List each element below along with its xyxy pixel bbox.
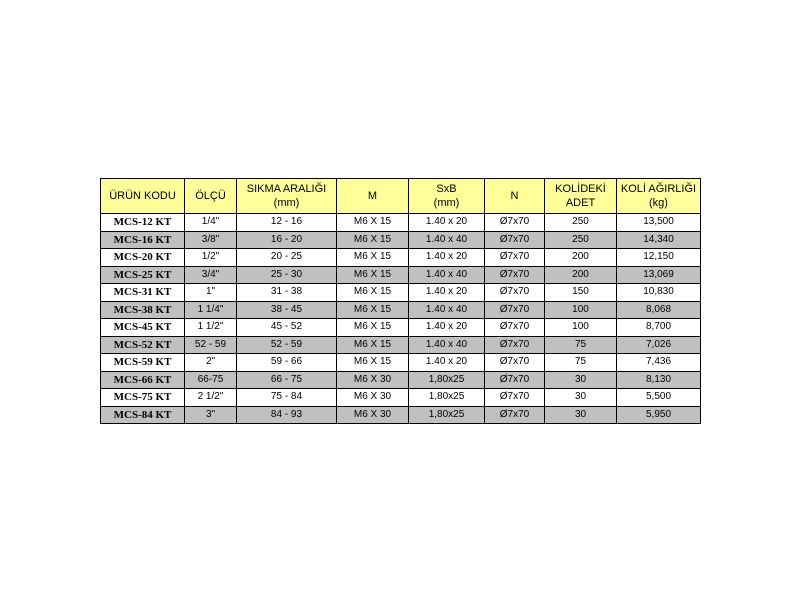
cell-clamping-range: 75 - 84 <box>237 389 337 407</box>
cell-sxb: 1,80x25 <box>409 406 485 424</box>
cell-product-code: MCS-16 KT <box>101 231 185 249</box>
header-sikma-araligi <box>237 179 337 214</box>
cell-box-weight: 8,068 <box>617 301 701 319</box>
cell-size: 1 1/2" <box>185 319 237 337</box>
table-row <box>101 231 701 249</box>
cell-product-code: MCS-45 KT <box>101 319 185 337</box>
cell-box-quantity: 75 <box>545 354 617 372</box>
cell-box-weight: 13,500 <box>617 214 701 232</box>
header-unit: (mm) <box>433 197 460 209</box>
cell-box-weight: 5,500 <box>617 389 701 407</box>
cell-product-code: MCS-84 KT <box>101 406 185 424</box>
table-row <box>101 214 701 232</box>
cell-clamping-range: 52 - 59 <box>237 336 337 354</box>
cell-box-quantity: 150 <box>545 284 617 302</box>
cell-sxb: 1.40 x 20 <box>409 354 485 372</box>
cell-sxb: 1.40 x 20 <box>409 319 485 337</box>
cell-box-weight: 8,130 <box>617 371 701 389</box>
table-row <box>101 389 701 407</box>
cell-n: Ø7x70 <box>485 266 545 284</box>
cell-product-code: MCS-75 KT <box>101 389 185 407</box>
cell-clamping-range: 25 - 30 <box>237 266 337 284</box>
cell-product-code: MCS-20 KT <box>101 249 185 267</box>
cell-n: Ø7x70 <box>485 249 545 267</box>
table-row <box>101 301 701 319</box>
cell-size: 52 - 59 <box>185 336 237 354</box>
cell-size: 3/4" <box>185 266 237 284</box>
cell-size: 1" <box>185 284 237 302</box>
cell-n: Ø7x70 <box>485 354 545 372</box>
cell-n: Ø7x70 <box>485 336 545 354</box>
cell-clamping-range: 59 - 66 <box>237 354 337 372</box>
cell-product-code: MCS-59 KT <box>101 354 185 372</box>
header-urun-kodu <box>101 179 185 214</box>
cell-product-code: MCS-52 KT <box>101 336 185 354</box>
cell-box-weight: 7,436 <box>617 354 701 372</box>
cell-box-weight: 7,026 <box>617 336 701 354</box>
header-koli-agirligi <box>617 179 701 214</box>
cell-box-quantity: 75 <box>545 336 617 354</box>
cell-product-code: MCS-38 KT <box>101 301 185 319</box>
cell-clamping-range: 66 - 75 <box>237 371 337 389</box>
cell-box-quantity: 100 <box>545 301 617 319</box>
table-row <box>101 336 701 354</box>
cell-size: 3" <box>185 406 237 424</box>
cell-box-quantity: 30 <box>545 389 617 407</box>
product-spec-table <box>100 178 701 424</box>
cell-m: M6 X 15 <box>337 336 409 354</box>
cell-clamping-range: 38 - 45 <box>237 301 337 319</box>
cell-size: 66-75 <box>185 371 237 389</box>
header-text: ÜRÜN KODU <box>109 190 176 202</box>
cell-n: Ø7x70 <box>485 214 545 232</box>
header-text: KOLİ AĞIRLIĞI <box>620 183 697 195</box>
cell-n: Ø7x70 <box>485 389 545 407</box>
header-n <box>485 179 545 214</box>
cell-product-code: MCS-25 KT <box>101 266 185 284</box>
table-body <box>101 214 701 424</box>
header-text: SxB <box>436 183 457 195</box>
cell-product-code: MCS-66 KT <box>101 371 185 389</box>
header-text: N <box>510 190 519 202</box>
cell-m: M6 X 30 <box>337 371 409 389</box>
cell-sxb: 1.40 x 20 <box>409 249 485 267</box>
cell-box-quantity: 200 <box>545 249 617 267</box>
header-unit: (kg) <box>649 197 668 209</box>
cell-m: M6 X 15 <box>337 354 409 372</box>
cell-size: 1/4" <box>185 214 237 232</box>
cell-m: M6 X 15 <box>337 301 409 319</box>
cell-n: Ø7x70 <box>485 371 545 389</box>
cell-sxb: 1,80x25 <box>409 371 485 389</box>
cell-size: 2" <box>185 354 237 372</box>
product-table-container <box>100 178 700 424</box>
cell-n: Ø7x70 <box>485 406 545 424</box>
cell-sxb: 1,80x25 <box>409 389 485 407</box>
cell-size: 1 1/4" <box>185 301 237 319</box>
cell-m: M6 X 15 <box>337 319 409 337</box>
cell-clamping-range: 45 - 52 <box>237 319 337 337</box>
cell-n: Ø7x70 <box>485 319 545 337</box>
header-kolideki-adet <box>545 179 617 214</box>
cell-m: M6 X 15 <box>337 266 409 284</box>
header-sxb <box>409 179 485 214</box>
cell-sxb: 1.40 x 40 <box>409 231 485 249</box>
cell-clamping-range: 84 - 93 <box>237 406 337 424</box>
cell-n: Ø7x70 <box>485 231 545 249</box>
cell-box-quantity: 200 <box>545 266 617 284</box>
cell-m: M6 X 30 <box>337 406 409 424</box>
header-olcu <box>185 179 237 214</box>
cell-m: M6 X 15 <box>337 284 409 302</box>
cell-sxb: 1.40 x 40 <box>409 336 485 354</box>
header-unit: (mm) <box>273 197 300 209</box>
cell-box-weight: 5,950 <box>617 406 701 424</box>
cell-box-weight: 12,150 <box>617 249 701 267</box>
cell-box-quantity: 250 <box>545 214 617 232</box>
cell-box-weight: 13,069 <box>617 266 701 284</box>
cell-box-quantity: 100 <box>545 319 617 337</box>
cell-product-code: MCS-12 KT <box>101 214 185 232</box>
cell-m: M6 X 15 <box>337 214 409 232</box>
cell-box-weight: 14,340 <box>617 231 701 249</box>
header-text: ADET <box>565 197 596 209</box>
header-m <box>337 179 409 214</box>
cell-m: M6 X 30 <box>337 389 409 407</box>
cell-sxb: 1.40 x 20 <box>409 214 485 232</box>
cell-n: Ø7x70 <box>485 284 545 302</box>
cell-m: M6 X 15 <box>337 249 409 267</box>
cell-box-quantity: 30 <box>545 406 617 424</box>
header-row <box>101 179 701 214</box>
cell-clamping-range: 16 - 20 <box>237 231 337 249</box>
table-row <box>101 371 701 389</box>
cell-size: 2 1/2" <box>185 389 237 407</box>
header-text: M <box>367 190 378 202</box>
table-row <box>101 284 701 302</box>
header-text: ÖLÇÜ <box>195 190 226 202</box>
cell-size: 3/8" <box>185 231 237 249</box>
cell-n: Ø7x70 <box>485 301 545 319</box>
cell-box-quantity: 30 <box>545 371 617 389</box>
cell-sxb: 1.40 x 40 <box>409 301 485 319</box>
cell-clamping-range: 20 - 25 <box>237 249 337 267</box>
table-row <box>101 354 701 372</box>
cell-m: M6 X 15 <box>337 231 409 249</box>
cell-box-weight: 8,700 <box>617 319 701 337</box>
cell-size: 1/2" <box>185 249 237 267</box>
table-row <box>101 319 701 337</box>
cell-sxb: 1.40 x 40 <box>409 266 485 284</box>
cell-product-code: MCS-31 KT <box>101 284 185 302</box>
cell-clamping-range: 31 - 38 <box>237 284 337 302</box>
cell-clamping-range: 12 - 16 <box>237 214 337 232</box>
cell-sxb: 1.40 x 20 <box>409 284 485 302</box>
header-text: SIKMA ARALIĞI <box>246 183 327 195</box>
header-text: KOLİDEKİ <box>555 183 606 195</box>
table-row <box>101 406 701 424</box>
cell-box-quantity: 250 <box>545 231 617 249</box>
cell-box-weight: 10,830 <box>617 284 701 302</box>
table-row <box>101 249 701 267</box>
table-row <box>101 266 701 284</box>
